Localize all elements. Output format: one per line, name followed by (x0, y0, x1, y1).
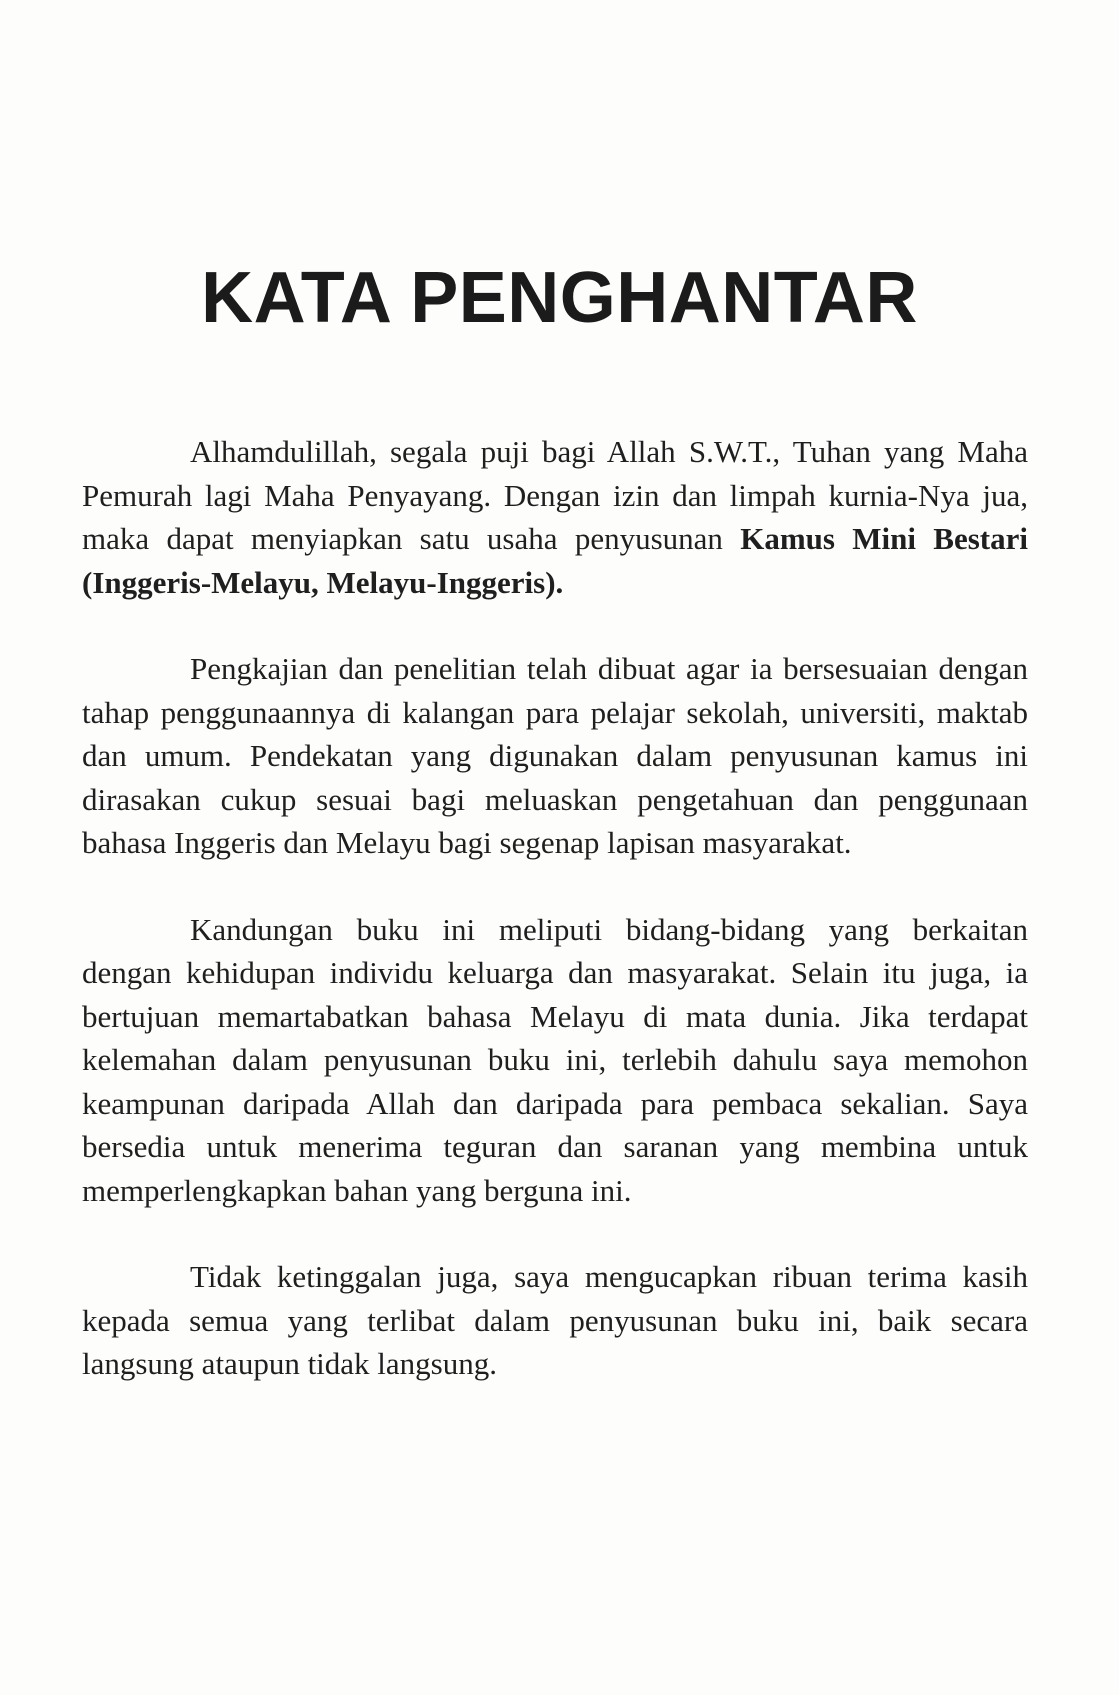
page-title: KATA PENGHANTAR (201, 258, 918, 338)
paragraph-1 (82, 430, 1028, 604)
paragraph-2: Pengkajian dan penelitian telah dibuat agar ia bersesuaian dengan tahap penggunaannya di kalangan para pelajar sekolah, universiti, maktab dan umum. Pendekatan yang digunakan dalam penyusunan kamus ini dirasakan cukup sesuai bagi meluaskan pengetahuan dan penggunaan bahasa Inggeris dan Melayu bagi segenap lapisan masyarakat. (82, 651, 1028, 860)
body-text (82, 430, 1028, 1429)
paragraph-4: Tidak ketinggalan juga, saya mengucapkan ribuan terima kasih kepada semua yang terlibat dalam penyusunan buku ini, baik secara langsung ataupun tidak langsung. (82, 1259, 1028, 1381)
dictionary-title: Kamus Mini Bestari (Inggeris-Melayu, Melayu-Inggeris). (82, 521, 1028, 600)
paragraph-1-text: Alhamdulillah, segala puji bagi Allah S.W.T., Tuhan yang Maha Pemurah lagi Maha Penyayang. Dengan izin dan limpah kurnia-Nya jua, maka dapat menyiapkan satu usaha penyusunan (82, 434, 1028, 556)
paragraph-3: Kandungan buku ini meliputi bidang-bidang yang berkaitan dengan kehidupan individu keluarga dan masyarakat. Selain itu juga, ia bertujuan memartabatkan bahasa Melayu di mata dunia. Jika terdapat kelemahan dalam penyusunan buku ini, terlebih dahulu saya memohon keampunan daripada Allah dan daripada para pembaca sekalian. Saya bersedia untuk menerima teguran dan saranan yang membina untuk memperlengkapkan bahan yang berguna ini. (82, 911, 1028, 1208)
